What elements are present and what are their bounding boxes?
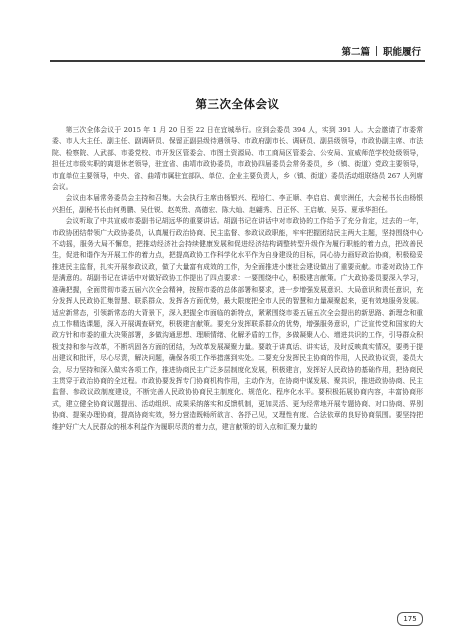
paragraph: 会议由本届常务委员会主持和召集。大会执行主席由杨银兴、程培仁、李正顺、李启启、黄宗洲任，大会秘书长由杨银兴担任，副秘书长由何勇鹏、吴仕锐、赵英贵、高德宏、陈大灿、赵翩秀、吕正怀、王启敏、吴芬、夏承华担任。 bbox=[52, 194, 423, 214]
running-header bbox=[341, 44, 421, 58]
page-number: 175 bbox=[397, 612, 423, 626]
header-rule bbox=[50, 60, 425, 62]
paragraph: 第三次全体会议于 2015 年 1 月 20 日至 22 日在宜城举行。应到会委员 394 人，实到 391 人。大会邀请了市委常委、市人大主任、副主任、副调研员、保留正副县级待遇领导、市政府副市长、调研员、副县级领导，市政协副主席、市法院、检察院、人武部、市委党校、市开发区管委会、市图土资源局、市工商局区管委会、公安局、宣威师范学校处级领导，担任过市级实职的离退休老领导，驻宜省、曲靖市政协委员，市政协四届委员会常务委员，乡（镇、街道）党政主要领导，市直单位主要领导，中央、省、曲靖市属驻宜部队、单位、企业主要负责人，乡（镇、街道）委员活动组联络员 267 人列席会议。 bbox=[52, 126, 423, 192]
header-part-label: 第二篇 bbox=[341, 47, 370, 58]
header-section-label: 职能履行 bbox=[382, 47, 421, 58]
header-divider bbox=[376, 46, 377, 56]
paragraph: 会议听取了中共宣威市委副书记胡远华的重要讲话。胡副书记在讲话中对市政协的工作给予了充分肯定，过去的一年，市政协团结带领广大政协委员，认真履行政治协商、民主监督、参政议政职能，牢牢把握团结民主两大主题，坚持围绕中心不动摇，服务大局不懈怠，把推动经济社会持续健康发展和促进经济结构调整转型升级作为履行职能的着力点，把改善民生，促进和谐作为开展工作的着力点，把提高政协工作科学化水平作为自身建设的目标，同心协力画好政治协商，积极稳妥推进民主监督，扎实开展参政议政，做了大量富有成效的工作，为全面推进小康社会建设做出了重要贡献。市委对政协工作是满意的。胡副书记在讲话中对做好政协工作提出了四点要求：一要围绕中心，积极建言献策。广大政协委员要深入学习，准确把握，全面贯彻市委五届六次全会精神，按照市委的总体部署和要求，进一步增强发展意识、大局意识和责任意识，充分发挥人民政协汇集智慧、联系群众、发挥各方面优势，最大限度把全市人民的智慧和力量凝聚起来，更有效地服务发展。适应新常态，引领新常态的大背景下，深入把握全市面临的新特点，紧紧围绕市委五届五次全会提出的新思路、新理念和重点工作精选课题，深入开展调查研究，积极建言献策。要充分发挥联系群众的优势，增强服务意识，广泛宣传党和国家的大政方针和市委的重大决策部署，多做沟通思想、理顺情绪、化解矛盾的工作，多做凝聚人心、增进共识的工作，引导群众积极支持和参与改革，不断巩固各方面的团结，为改革发展凝聚力量。要敢于讲真话、讲实话，及时反映真实情况，要勇于提出建议和批评，尽心尽责，解决问题，确保各项工作举措落到实处。二要充分发挥民主协商的作用，人民政协议资，委员大会，尽力坚持和深入做实各项工作，推进协商民主广泛多层制度化发展，积极建言，发挥好人民政协的基础作用，把协商民主贯穿于政治协商的全过程。市政协要发挥专门协商机构作用，主动作为，在协商中谋发展、聚共识，推进政协协商、民主监督、参政议政制度建设，不断完善人民政协协商民主制度化、规范化、程序化水平。要积极拓展协商内容，丰富协商形式，建立健全协商议题提出、活动组织、成果采纳落实和反馈机制，更加灵活、更为经常地开展专题协商、对口协商、界别协商、提案办理协商，提高协商实效，努力营造既畅所欲言、各抒己见，又理性有度、合法依章的良好协商氛围。要坚持把维护好广大人民群众的根本利益作为履职尽责的着力点，建言献策的切入点和汇聚力量的 bbox=[52, 217, 423, 431]
page-title: 第三次全体会议 bbox=[195, 97, 280, 111]
body-text bbox=[52, 125, 423, 433]
